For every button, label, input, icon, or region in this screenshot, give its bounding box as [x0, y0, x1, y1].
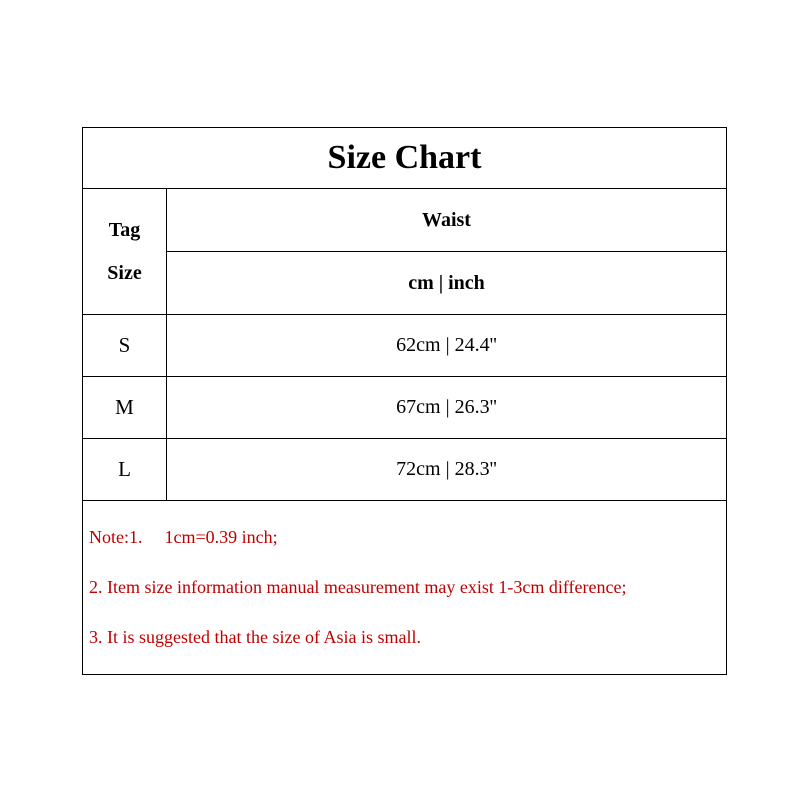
- table-row: [83, 376, 726, 438]
- size-chart-table: [82, 127, 727, 675]
- table-row: [83, 314, 726, 376]
- waist-header: Waist: [167, 189, 726, 252]
- note-2: 2. Item size information manual measurement may exist 1-3cm difference;: [89, 577, 627, 597]
- tag-size-header-line1: Tag: [108, 218, 141, 241]
- tag-size-header-line2: Size: [107, 261, 142, 284]
- tag-size-header: [83, 189, 167, 314]
- note-1-prefix: Note:1.: [89, 527, 143, 547]
- note-3: 3. It is suggested that the size of Asia is small.: [89, 627, 421, 647]
- size-cell: M: [83, 377, 167, 438]
- size-cell: S: [83, 315, 167, 376]
- note-1-text: 1cm=0.39 inch;: [164, 527, 278, 547]
- waist-cell: 72cm | 28.3'': [396, 458, 497, 480]
- chart-title: Size Chart: [83, 128, 726, 189]
- size-rows: [83, 314, 726, 501]
- table-row: [83, 438, 726, 501]
- size-cell: L: [83, 439, 167, 500]
- waist-cell: 62cm | 24.4'': [396, 334, 497, 356]
- unit-header: cm | inch: [408, 271, 485, 294]
- note-1: [89, 527, 278, 548]
- waist-cell: 67cm | 26.3'': [396, 396, 497, 418]
